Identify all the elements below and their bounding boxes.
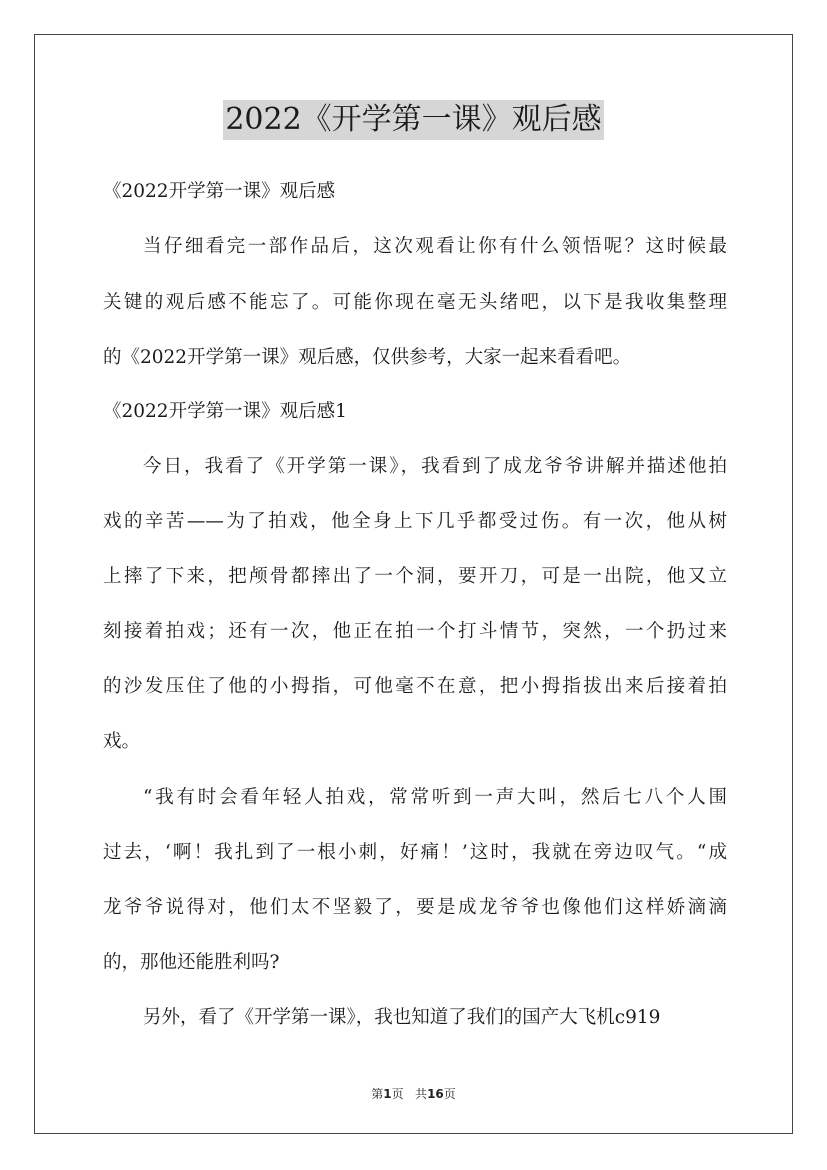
- page-prefix: 第: [371, 1087, 384, 1101]
- paragraph-line: 刻接着拍戏；还有一次，他正在拍一个打斗情节，突然，一个扔过来: [103, 621, 727, 642]
- total-prefix: 共: [415, 1087, 428, 1101]
- paragraph-line: 的，那他还能胜利吗?: [103, 952, 280, 973]
- document-title: 2022《开学第一课》观后感: [223, 100, 603, 140]
- paragraph-line: 关键的观后感不能忘了。可能你现在毫无头绪吧，以下是我收集整理: [103, 292, 727, 313]
- section-heading: 《2022开学第一课》观后感1: [103, 401, 347, 422]
- paragraph-line: 戏。: [103, 731, 141, 752]
- page-number: 1: [383, 1087, 392, 1101]
- paragraph-line: 戏的辛苦——为了拍戏，他全身上下几乎都受过伤。有一次，他从树: [103, 511, 727, 532]
- paragraph-line: 另外，看了《开学第一课》，我也知道了我们的国产大飞机c919: [143, 1007, 661, 1028]
- subtitle-line: 《2022开学第一课》观后感: [103, 181, 336, 202]
- paragraph-line: 上摔了下来，把颅骨都摔出了一个洞，要开刀，可是一出院，他又立: [103, 566, 727, 587]
- title-container: [0, 100, 827, 140]
- paragraph-line: 当仔细看完一部作品后，这次观看让你有什么领悟呢？这时候最: [143, 236, 727, 257]
- total-suffix: 页: [443, 1087, 456, 1101]
- paragraph-line: 龙爷爷说得对，他们太不坚毅了，要是成龙爷爷也像他们这样娇滴滴: [103, 897, 727, 918]
- paragraph-line: 过去，‘啊！我扎到了一根小刺，好痛！’这时，我就在旁边叹气。“成: [103, 842, 727, 863]
- paragraph-line: 的《2022开学第一课》观后感，仅供参考，大家一起来看看吧。: [103, 347, 632, 368]
- paragraph-line: 今日，我看了《开学第一课》，我看到了成龙爷爷讲解并描述他拍: [143, 456, 727, 477]
- total-pages: 16: [427, 1087, 444, 1101]
- paragraph-line: 的沙发压住了他的小拇指，可他毫不在意，把小拇指拔出来后接着拍: [103, 676, 727, 697]
- paragraph-line: “我有时会看年轻人拍戏，常常听到一声大叫，然后七八个人围: [143, 787, 727, 808]
- page-suffix: 页: [391, 1087, 404, 1101]
- page-footer: [0, 1085, 827, 1102]
